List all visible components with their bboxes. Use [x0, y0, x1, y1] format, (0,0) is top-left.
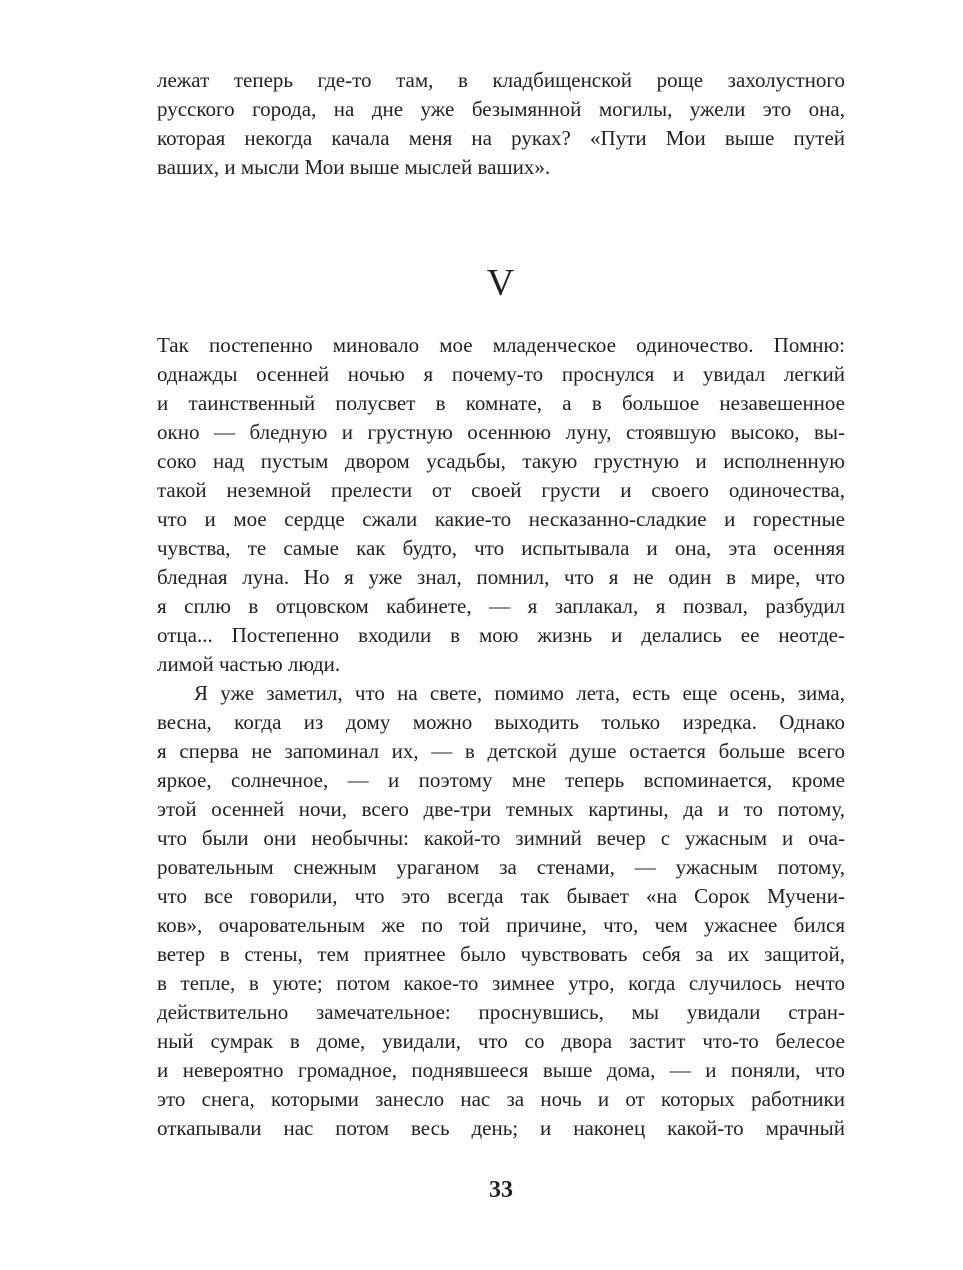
text-line: весна, когда из дому можно выходить только изредка. Однако	[157, 710, 845, 734]
text-line: ваших, и мысли Мои выше мыслей ваших».	[157, 155, 551, 179]
text-line: этой осенней ночи, всего две-три темных картины, да и то потому,	[157, 797, 845, 821]
paragraph-first	[157, 331, 845, 679]
text-line: которая некогда качала меня на руках? «Пути Мои выше путей	[157, 126, 845, 150]
text-line: ветер в стены, тем приятнее было чувствовать себя за их защитой,	[157, 942, 845, 966]
text-line: это снега, которыми занесло нас за ночь и от которых работники	[157, 1087, 845, 1111]
text-line: я сплю в отцовском кабинете, — я заплакал, я позвал, разбудил	[157, 594, 845, 618]
text-line: отца... Постепенно входили в мою жизнь и делались ее неотде-	[157, 623, 845, 647]
text-line: бледная луна. Но я уже знал, помнил, что я не один в мире, что	[157, 565, 845, 589]
text-line: что были они необычны: какой-то зимний вечер с ужасным и оча-	[157, 826, 845, 850]
text-line: и таинственный полусвет в комнате, а в большое незавешенное	[157, 391, 845, 415]
text-line: действительно замечательное: проснувшись, мы увидали стран-	[157, 1000, 845, 1024]
paragraph-continuation	[157, 66, 845, 182]
text-line: русского города, на дне уже безымянной могилы, ужели это она,	[157, 97, 845, 121]
text-line: что и мое сердце сжали какие-то несказанно-сладкие и горестные	[157, 507, 845, 531]
text-line: соко над пустым двором усадьбы, такую грустную и исполненную	[157, 449, 845, 473]
text-line: такой неземной прелести от своей грусти и своего одиночества,	[157, 478, 845, 502]
text-line: Так постепенно миновало мое младенческое одиночество. Помню:	[157, 333, 845, 357]
text-line: ровательным снежным ураганом за стенами, — ужасным потому,	[157, 855, 845, 879]
text-line: однажды осенней ночью я почему-то проснулся и увидал легкий	[157, 362, 845, 386]
text-line: лимой частью люди.	[157, 652, 341, 676]
text-line: лежат теперь где-то там, в кладбищенской роще захолустного	[157, 68, 845, 92]
text-line: откапывали нас потом весь день; и наконец какой-то мрачный	[157, 1116, 845, 1140]
text-line: окно — бледную и грустную осеннюю луну, стоявшую высоко, вы-	[157, 420, 845, 444]
text-line: ков», очаровательным же по той причине, что, чем ужаснее бился	[157, 913, 845, 937]
text-line: в тепле, в уюте; потом какое-то зимнее утро, когда случилось нечто	[157, 971, 845, 995]
chapter-heading: V	[486, 262, 516, 304]
text-line: что все говорили, что это всегда так бывает «на Сорок Мучени-	[157, 884, 845, 908]
page-number: 33	[489, 1177, 513, 1203]
text-line: Я уже заметил, что на свете, помимо лета, есть еще осень, зима,	[194, 681, 845, 705]
text-line: чувства, те самые как будто, что испытывала и она, эта осенняя	[157, 536, 845, 560]
text-line: я сперва не запоминал их, — в детской душе остается больше всего	[157, 739, 845, 763]
text-line: и невероятно громадное, поднявшееся выше дома, — и поняли, что	[157, 1058, 845, 1082]
text-line: ный сумрак в доме, увидали, что со двора застит что-то белесое	[157, 1029, 845, 1053]
paragraph-second	[157, 679, 845, 1143]
text-line: яркое, солнечное, — и поэтому мне теперь вспоминается, кроме	[157, 768, 845, 792]
